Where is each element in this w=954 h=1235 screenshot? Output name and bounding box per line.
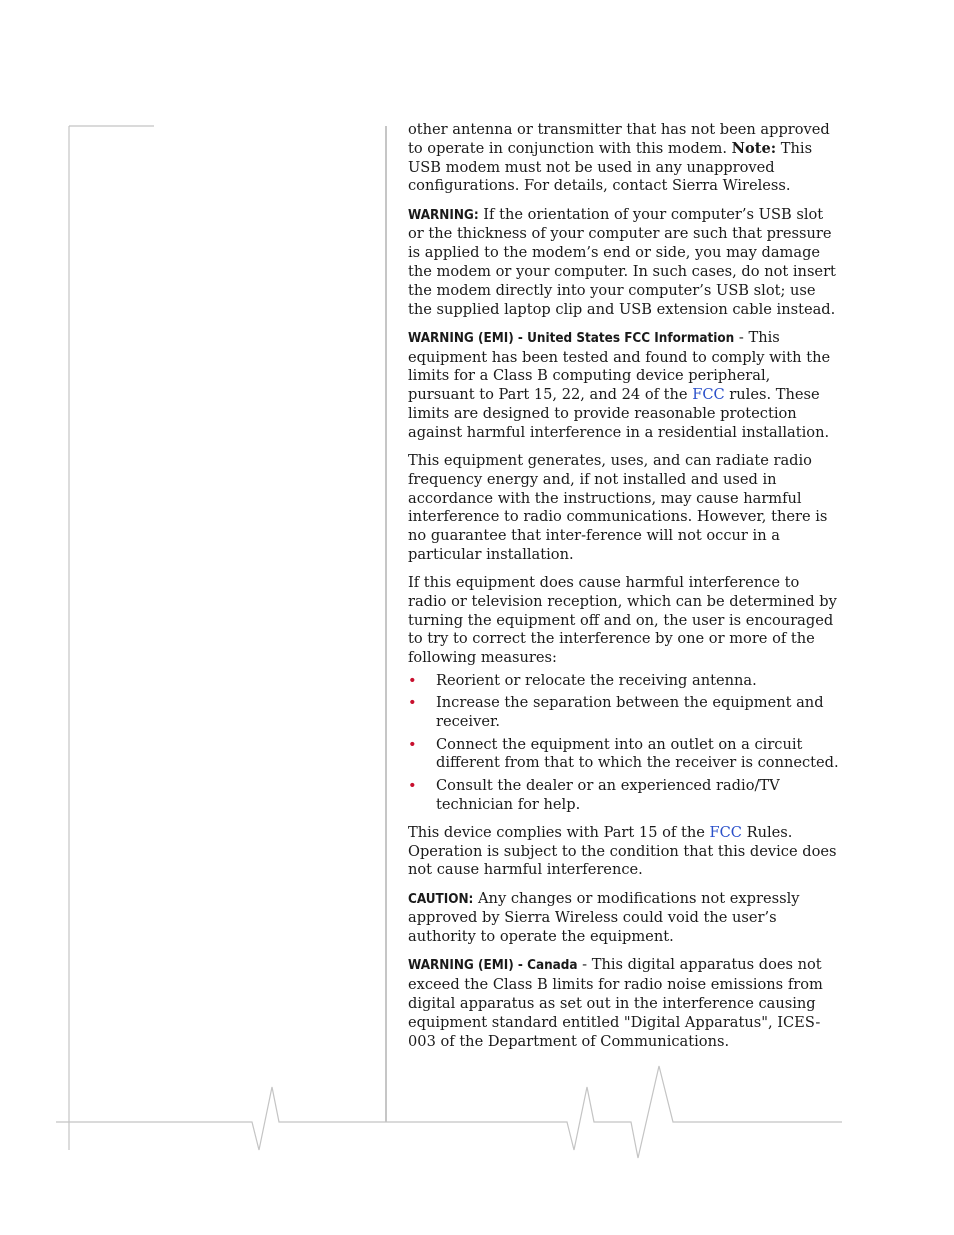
bullet-icon: •	[408, 735, 417, 753]
bottom-waveform-rule	[56, 1066, 842, 1158]
bullet-icon: •	[408, 672, 417, 690]
paragraph-fcc-warning	[408, 329, 840, 443]
text-run: This USB modem must not be used in any unapproved configurations. For details, contact Sierra Wireless.	[408, 139, 813, 195]
paragraph-usb-warning	[408, 206, 840, 320]
text-run: Rules. Operation is subject to the condition that this device does not cause harmful interference.	[408, 823, 837, 879]
text-run: This device complies with Part 15 of the	[408, 823, 710, 841]
list-item	[408, 672, 840, 691]
text-run: other antenna or transmitter that has not been approved to operate in conjunction with this modem.	[408, 121, 830, 157]
text-run: If the orientation of your computer’s USB slot or the thickness of your computer are such that pressure is applied to the modem’s end or side, you may damage the modem or your computer. In such cases, do not insert the modem directly into your computer’s USB slot; use the supplied laptop clip and USB extension cable instead.	[408, 205, 836, 318]
fcc-warning-label: WARNING (EMI) - United States FCC Information	[408, 330, 735, 346]
caution-label: CAUTION:	[408, 891, 474, 907]
list-item	[408, 694, 840, 732]
paragraph-radio-energy	[408, 452, 840, 565]
paragraph-canada-warning	[408, 956, 840, 1051]
canada-warning-label: WARNING (EMI) - Canada	[408, 958, 578, 974]
warning-label: WARNING:	[408, 207, 479, 223]
paragraph-interference-intro	[408, 574, 840, 668]
text-run: - This equipment has been tested and found to comply with the limits for a Class B computing device peripheral, pursuant to Part 15, 22, and 24 of the	[408, 328, 831, 404]
fcc-link[interactable]: FCC	[692, 386, 725, 404]
fcc-link[interactable]: FCC	[709, 823, 742, 841]
list-item	[408, 777, 840, 815]
list-item-text: Consult the dealer or an experienced radio/TV technician for help.	[436, 776, 780, 813]
text-run: If this equipment does cause harmful interference to radio or television reception, which can be determined by turning the equipment off and on, the user is encouraged to try to correct the interference by one or more of the following measures:	[408, 574, 837, 667]
list-item	[408, 736, 840, 774]
paragraph-part15-compliance	[408, 824, 840, 880]
text-run: rules. These limits are designed to provide reasonable protection against harmful interference in a residential installation.	[408, 386, 830, 441]
main-text-column	[408, 121, 840, 1061]
list-item-text: Reorient or relocate the receiving antenna.	[436, 672, 757, 690]
text-run: Any changes or modifications not expressly approved by Sierra Wireless could void the user’s authority to operate the equipment.	[408, 889, 800, 946]
text-run: - This digital apparatus does not exceed the Class B limits for radio noise emissions from digital apparatus as set out in the interference causing equipment standard entitled "Digital Apparatus", ICES-003 of the Department of Communications.	[408, 956, 823, 1050]
bullet-icon: •	[408, 694, 417, 712]
text-run: This equipment generates, uses, and can radiate radio frequency energy and, if not installed and used in accordance with the instructions, may cause harmful interference to radio communications. However, there is no guarantee that inter-ference will not occur in a particular installation.	[408, 451, 828, 563]
note-label: Note:	[731, 139, 777, 157]
measures-list	[408, 672, 840, 814]
list-item-text: Increase the separation between the equipment and receiver.	[436, 694, 824, 731]
list-item-text: Connect the equipment into an outlet on a circuit different from that to which the receiver is connected.	[436, 735, 839, 772]
bullet-icon: •	[408, 776, 417, 794]
paragraph-caution	[408, 890, 840, 947]
paragraph-antenna-note	[408, 121, 840, 196]
